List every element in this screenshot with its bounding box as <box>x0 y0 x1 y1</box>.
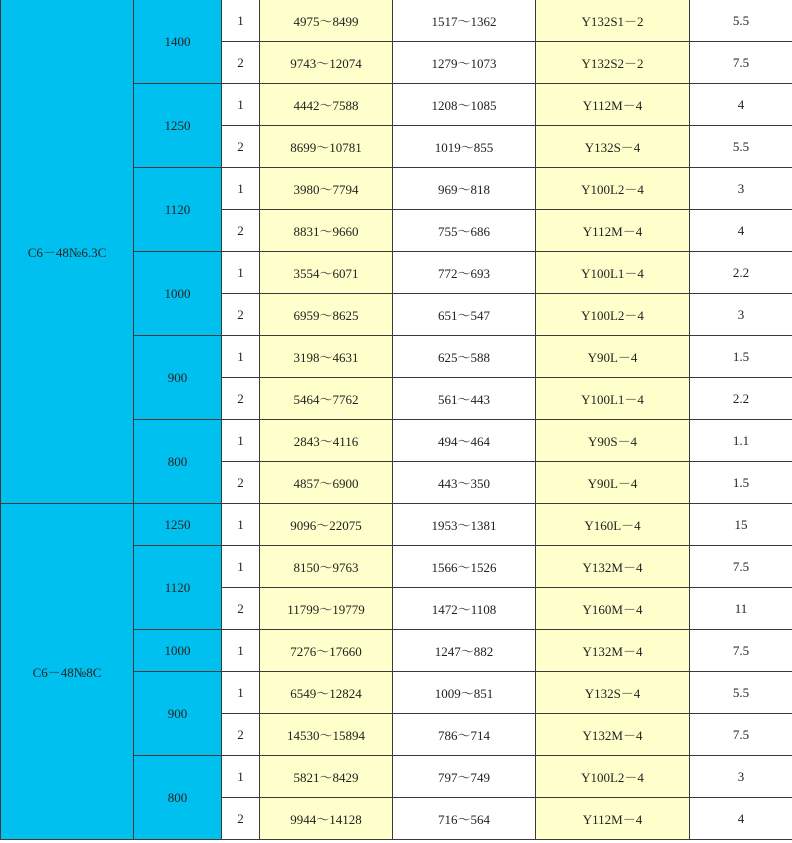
flow-range-cell: 9743～12074 <box>260 42 393 84</box>
motor-power-cell: 5.5 <box>690 126 792 168</box>
row-number-cell: 2 <box>222 462 260 504</box>
row-number-cell: 1 <box>222 336 260 378</box>
flow-range-cell: 5464～7762 <box>260 378 393 420</box>
motor-model-cell: Y132M－4 <box>536 714 690 756</box>
motor-model-cell: Y132S2－2 <box>536 42 690 84</box>
motor-model-cell: Y90S－4 <box>536 420 690 462</box>
motor-model-cell: Y90L－4 <box>536 462 690 504</box>
speed-cell: 900 <box>134 336 222 420</box>
pressure-range-cell: 625～588 <box>393 336 536 378</box>
motor-model-cell: Y100L2－4 <box>536 756 690 798</box>
table-body <box>1 0 792 840</box>
motor-model-cell: Y100L2－4 <box>536 168 690 210</box>
row-number-cell: 2 <box>222 42 260 84</box>
motor-power-cell: 4 <box>690 210 792 252</box>
flow-range-cell: 8150～9763 <box>260 546 393 588</box>
motor-model-cell: Y112M－4 <box>536 210 690 252</box>
row-number-cell: 2 <box>222 714 260 756</box>
pressure-range-cell: 716～564 <box>393 798 536 840</box>
motor-power-cell: 3 <box>690 294 792 336</box>
motor-power-cell: 7.5 <box>690 546 792 588</box>
pressure-range-cell: 1517～1362 <box>393 0 536 42</box>
motor-model-cell: Y90L－4 <box>536 336 690 378</box>
speed-cell: 1000 <box>134 630 222 672</box>
row-number-cell: 1 <box>222 84 260 126</box>
row-number-cell: 2 <box>222 294 260 336</box>
flow-range-cell: 6959～8625 <box>260 294 393 336</box>
pressure-range-cell: 1279～1073 <box>393 42 536 84</box>
pressure-range-cell: 772～693 <box>393 252 536 294</box>
motor-power-cell: 2.2 <box>690 378 792 420</box>
flow-range-cell: 11799～19779 <box>260 588 393 630</box>
motor-model-cell: Y132S1－2 <box>536 0 690 42</box>
pressure-range-cell: 1208～1085 <box>393 84 536 126</box>
motor-power-cell: 7.5 <box>690 630 792 672</box>
pressure-range-cell: 494～464 <box>393 420 536 462</box>
motor-power-cell: 4 <box>690 84 792 126</box>
motor-model-cell: Y112M－4 <box>536 84 690 126</box>
flow-range-cell: 3198～4631 <box>260 336 393 378</box>
motor-power-cell: 5.5 <box>690 672 792 714</box>
motor-model-cell: Y160L－4 <box>536 504 690 546</box>
speed-cell: 1120 <box>134 168 222 252</box>
flow-range-cell: 2843～4116 <box>260 420 393 462</box>
motor-power-cell: 1.1 <box>690 420 792 462</box>
motor-model-cell: Y100L1－4 <box>536 378 690 420</box>
speed-cell: 800 <box>134 756 222 840</box>
pressure-range-cell: 1472～1108 <box>393 588 536 630</box>
row-number-cell: 1 <box>222 756 260 798</box>
motor-model-cell: Y132M－4 <box>536 630 690 672</box>
flow-range-cell: 7276～17660 <box>260 630 393 672</box>
motor-model-cell: Y160M－4 <box>536 588 690 630</box>
motor-model-cell: Y100L1－4 <box>536 252 690 294</box>
motor-power-cell: 11 <box>690 588 792 630</box>
speed-cell: 1000 <box>134 252 222 336</box>
row-number-cell: 2 <box>222 126 260 168</box>
row-number-cell: 2 <box>222 588 260 630</box>
motor-power-cell: 4 <box>690 798 792 840</box>
pressure-range-cell: 1019～855 <box>393 126 536 168</box>
motor-power-cell: 2.2 <box>690 252 792 294</box>
motor-model-cell: Y132S－4 <box>536 126 690 168</box>
motor-power-cell: 3 <box>690 756 792 798</box>
fan-model-cell: C6－48№6.3C <box>1 0 134 504</box>
speed-cell: 900 <box>134 672 222 756</box>
motor-power-cell: 5.5 <box>690 0 792 42</box>
row-number-cell: 1 <box>222 168 260 210</box>
pressure-range-cell: 755～686 <box>393 210 536 252</box>
pressure-range-cell: 1009～851 <box>393 672 536 714</box>
motor-model-cell: Y132S－4 <box>536 672 690 714</box>
row-number-cell: 1 <box>222 630 260 672</box>
row-number-cell: 1 <box>222 504 260 546</box>
speed-cell: 1400 <box>134 0 222 84</box>
speed-cell: 1250 <box>134 504 222 546</box>
pressure-range-cell: 786～714 <box>393 714 536 756</box>
flow-range-cell: 6549～12824 <box>260 672 393 714</box>
pressure-range-cell: 1247～882 <box>393 630 536 672</box>
row-number-cell: 1 <box>222 252 260 294</box>
flow-range-cell: 9944～14128 <box>260 798 393 840</box>
motor-power-cell: 1.5 <box>690 462 792 504</box>
flow-range-cell: 4442～7588 <box>260 84 393 126</box>
motor-power-cell: 7.5 <box>690 42 792 84</box>
row-number-cell: 2 <box>222 798 260 840</box>
speed-cell: 1120 <box>134 546 222 630</box>
pressure-range-cell: 651～547 <box>393 294 536 336</box>
flow-range-cell: 9096～22075 <box>260 504 393 546</box>
motor-power-cell: 15 <box>690 504 792 546</box>
motor-power-cell: 7.5 <box>690 714 792 756</box>
row-number-cell: 2 <box>222 378 260 420</box>
pressure-range-cell: 797～749 <box>393 756 536 798</box>
motor-power-cell: 1.5 <box>690 336 792 378</box>
row-number-cell: 1 <box>222 546 260 588</box>
pressure-range-cell: 969～818 <box>393 168 536 210</box>
flow-range-cell: 8831～9660 <box>260 210 393 252</box>
flow-range-cell: 3554～6071 <box>260 252 393 294</box>
motor-power-cell: 3 <box>690 168 792 210</box>
flow-range-cell: 8699～10781 <box>260 126 393 168</box>
pressure-range-cell: 1953～1381 <box>393 504 536 546</box>
speed-cell: 1250 <box>134 84 222 168</box>
pressure-range-cell: 443～350 <box>393 462 536 504</box>
table-row <box>1 504 792 546</box>
motor-model-cell: Y132M－4 <box>536 546 690 588</box>
row-number-cell: 1 <box>222 420 260 462</box>
fan-model-cell: C6－48№8C <box>1 504 134 840</box>
flow-range-cell: 4857～6900 <box>260 462 393 504</box>
table-row <box>1 0 792 42</box>
pressure-range-cell: 1566～1526 <box>393 546 536 588</box>
flow-range-cell: 14530～15894 <box>260 714 393 756</box>
row-number-cell: 1 <box>222 0 260 42</box>
flow-range-cell: 3980～7794 <box>260 168 393 210</box>
flow-range-cell: 5821～8429 <box>260 756 393 798</box>
motor-model-cell: Y100L2－4 <box>536 294 690 336</box>
flow-range-cell: 4975～8499 <box>260 0 393 42</box>
speed-cell: 800 <box>134 420 222 504</box>
motor-model-cell: Y112M－4 <box>536 798 690 840</box>
pressure-range-cell: 561～443 <box>393 378 536 420</box>
row-number-cell: 2 <box>222 210 260 252</box>
row-number-cell: 1 <box>222 672 260 714</box>
